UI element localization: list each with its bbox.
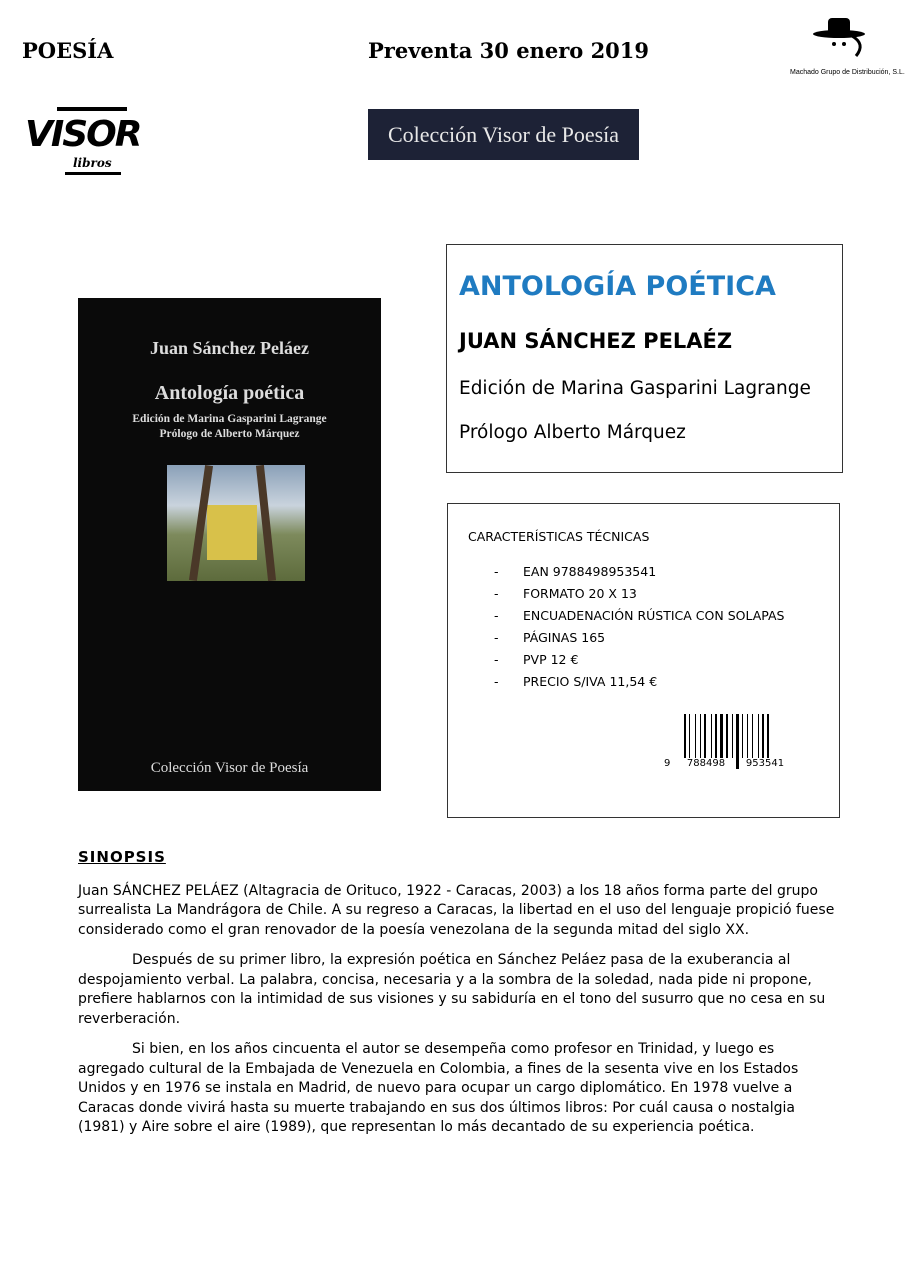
synopsis-paragraph: Juan SÁNCHEZ PELÁEZ (Altagracia de Orituco, 1922 - Caracas, 2003) a los 18 años forma parte del grupo surrealista La Mandrágora de Chile. A su regreso a Caracas, la libertad en el uso del lenguaje propició fuese considerado como el gran renovador de la poesía venezolana de la segunda mitad del siglo XX. [78,882,835,938]
cover-painting [167,465,305,581]
title-box [446,244,843,473]
hat-man-icon [812,14,868,64]
tech-specs-box [447,503,840,818]
book-edition: Edición de Marina Gasparini Lagrange [459,378,811,399]
list-item: - PÁGINAS 165 [494,630,606,645]
barcode-digit: 9 [664,758,671,769]
tech-heading: CARACTERÍSTICAS TÉCNICAS [468,529,650,544]
synopsis-paragraph: Si bien, en los años cincuenta el autor se desempeña como profesor en Trinidad, y luego es agregado cultural de la Embajada de Venezuela en Colombia, a fines de la sesenta vive en los Estados Unidos y en 1976 se instala en Madrid, de nuevo para ocupar un cargo diplomático. En 1978 vuelve a Caracas donde vivirá hasta su muerte trabajando en sus dos últimos libros: Por cuál causa o nostalgia (1981) y Aire sobre el aire (1989), que representan lo más decantado de su experiencia poética. [78,1041,799,1135]
list-item: - PVP 12 € [494,652,579,667]
barcode-digits-right: 953541 [740,758,790,769]
category-label: POESÍA [22,38,114,63]
synopsis-paragraph: Después de su primer libro, la expresión poética en Sánchez Peláez pasa de la exuberancia al despojamiento verbal. La palabra, concisa, necesaria y a la sombra de la soledad, nada pide ni propone, prefiere hablarnos con la intimidad de sus visiones y su sabiduría en el tono del susurro que no cesa en su reverberación. [78,952,826,1027]
collection-banner: Colección Visor de Poesía [368,109,639,160]
list-item: - FORMATO 20 X 13 [494,586,637,601]
barcode-digits-left: 788498 [678,758,734,769]
list-item: - PRECIO S/IVA 11,54 € [494,674,658,689]
cover-title: Antología poética [154,382,305,404]
book-prologue: Prólogo Alberto Márquez [459,422,686,443]
distributor-name: Machado Grupo de Distribución, S.L. [790,69,905,76]
list-item: - EAN 9788498953541 [494,564,657,579]
book-cover [78,298,381,791]
barcode [664,714,800,772]
cover-edition: Edición de Marina Gasparini Lagrange [132,413,327,425]
cover-author: Juan Sánchez Peláez [150,338,309,358]
distributor-logo [790,14,905,76]
cover-collection: Colección Visor de Poesía [150,760,309,776]
list-item: - ENCUADENACIÓN RÚSTICA CON SOLAPAS [494,608,785,623]
synopsis-heading: SINOPSIS [78,848,166,866]
visor-logo: VISOR libros [25,104,155,178]
cover-prologue: Prólogo de Alberto Márquez [159,428,300,440]
book-author: JUAN SÁNCHEZ PELAÉZ [459,329,733,353]
presale-date: Preventa 30 enero 2019 [368,38,650,63]
book-title: ANTOLOGÍA POÉTICA [459,271,776,302]
tech-list [494,564,785,696]
synopsis-section [78,848,838,1149]
